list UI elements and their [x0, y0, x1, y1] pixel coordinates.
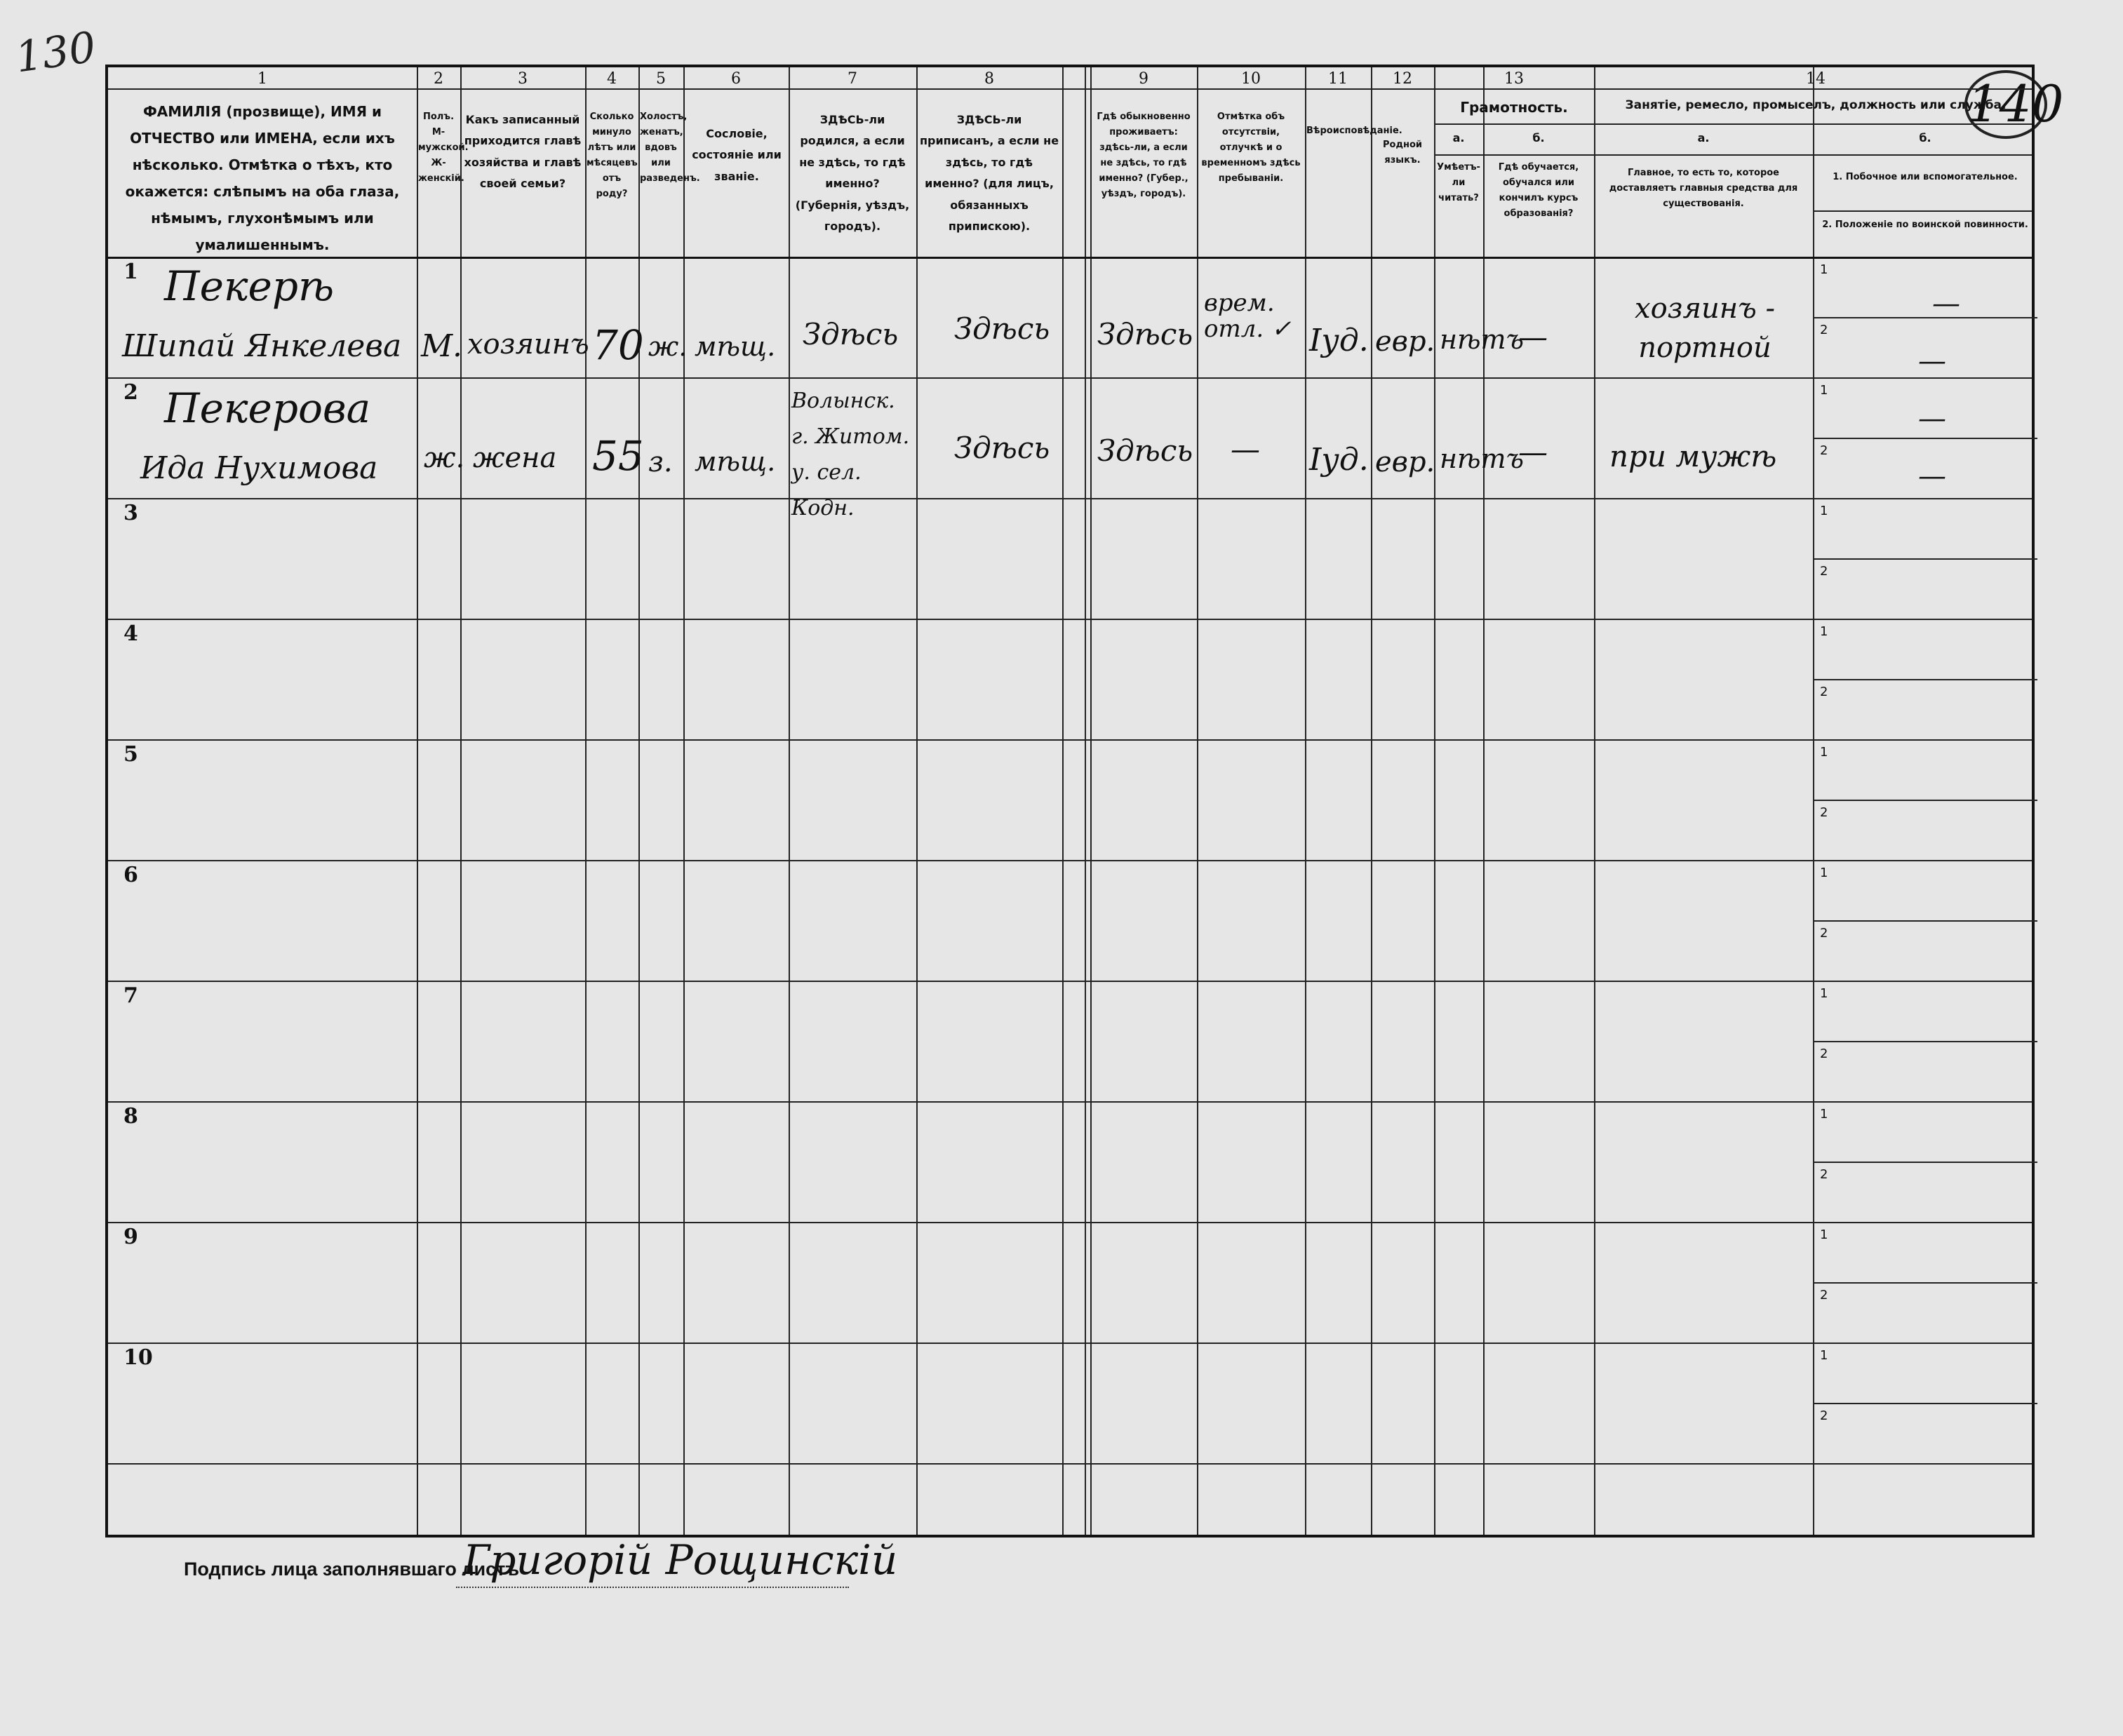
sub-number: 2	[1820, 1408, 1828, 1423]
header-col8: ЗДѢСЬ-ли приписанъ, а если не здѣсь, то гдѣ именно? (для лицъ, обязанныхъ припискою).	[919, 113, 1059, 233]
entry-language: евр.	[1375, 325, 1435, 358]
entry-residence: Здѣсь	[1097, 433, 1193, 468]
column-number: 13	[1504, 70, 1524, 88]
header-col13b: Гдѣ обучается, обучался или кончилъ курсъ образованія?	[1498, 162, 1579, 220]
column-number: 3	[518, 70, 528, 88]
sub-number: 2	[1820, 805, 1828, 820]
entry-registration: Здѣсь	[954, 311, 1050, 346]
header-col10: Отмѣтка объ отсутствіи, отлучкѣ и о временномъ здѣсь пребываніи.	[1201, 112, 1301, 184]
half-rule	[1813, 1282, 2037, 1284]
sub-number: 2	[1820, 1288, 1828, 1303]
sub-number: 2	[1820, 926, 1828, 941]
sub-number: 1	[1820, 1107, 1828, 1122]
column-divider	[789, 67, 790, 1535]
header-col3: Какъ записанный приходится главѣ хозяйства и главѣ своей семьи?	[464, 113, 582, 191]
half-rule	[1813, 438, 2037, 439]
column-divider	[1062, 67, 1064, 1535]
header-col12: Родной языкъ.	[1383, 140, 1422, 166]
row-number: 5	[123, 742, 138, 767]
sub-number: 1	[1820, 504, 1828, 518]
entry-literacy: нѣтъ	[1440, 324, 1524, 355]
column-number: 4	[607, 70, 617, 88]
entry-surname: Пекерова	[164, 384, 371, 432]
column-divider	[916, 67, 918, 1535]
header-col14b-label: б.	[1919, 131, 1931, 144]
entry-age: 55	[592, 432, 644, 480]
row-rule	[108, 1101, 2032, 1103]
column-number: 8	[984, 70, 994, 88]
row-rule	[108, 377, 2032, 379]
header-col9: Гдѣ обыкновенно проживаетъ: здѣсь-ли, а если не здѣсь, то гдѣ именно? (Губер., уѣздъ, городъ).	[1097, 112, 1191, 200]
row-rule	[108, 739, 2032, 741]
entry-birthplace: Здѣсь	[803, 317, 899, 351]
row-number: 2	[123, 380, 138, 405]
signature-name: Григорій Рощинскій	[463, 1536, 898, 1584]
entry-estate: мѣщ.	[695, 331, 776, 362]
header-col13a-label: а.	[1452, 131, 1465, 144]
entry-military: —	[1918, 460, 1946, 492]
header-col11: Вѣроисповѣданіе.	[1306, 126, 1402, 136]
row-number: 4	[123, 621, 138, 646]
column-number: 10	[1241, 70, 1261, 88]
entry-occupation-main: хозяинъ - портной	[1635, 292, 1775, 364]
column-divider	[1594, 67, 1595, 1535]
column-divider	[1813, 67, 1814, 1535]
entry-absence: врем. отл. ✓	[1204, 289, 1292, 344]
half-rule	[1813, 1041, 2037, 1042]
column-divider	[1483, 67, 1485, 1535]
sub-number: 2	[1820, 1167, 1828, 1182]
header-col14b-1: 1. Побочное или вспомогательное.	[1833, 172, 2018, 182]
header-col1: ФАМИЛІЯ (прозвище), ИМЯ и ОТЧЕСТВО или ИМЕНА, если ихъ нѣсколько. Отмѣтка о тѣхъ, кто окажется: слѣпымъ на оба глаза, нѣмымъ, глухонѣмымъ или умалишеннымъ.	[125, 103, 400, 253]
header-col14: Занятіе, ремесло, промыселъ, должность или служба.	[1625, 98, 2007, 112]
entry-given-name: Ида Нухимова	[140, 450, 378, 486]
row-number: 6	[123, 863, 138, 887]
column-divider	[683, 67, 685, 1535]
entry-relation: жена	[473, 442, 557, 474]
column-number: 14	[1806, 70, 1826, 88]
entry-birthplace: Волынск. г. Житом. у. сел. Кодн.	[791, 389, 910, 520]
entry-language: евр.	[1375, 446, 1435, 478]
column-number: 12	[1393, 70, 1412, 88]
column-divider	[1197, 67, 1198, 1535]
column-divider	[460, 67, 462, 1535]
column-divider	[638, 67, 640, 1535]
header-col7: ЗДѢСЬ-ли родился, а если не здѣсь, то гдѣ именно? (Губернія, уѣздъ, городъ).	[795, 113, 910, 233]
entry-marital: з.	[648, 446, 673, 478]
sub-number: 1	[1820, 1227, 1828, 1242]
page-number: 140	[1964, 70, 2047, 139]
header-col13b-label: б.	[1532, 131, 1545, 144]
page-fold	[1085, 67, 1086, 1535]
sub-number: 2	[1820, 323, 1828, 337]
half-rule	[1813, 1162, 2037, 1163]
row-number: 3	[123, 501, 138, 525]
entry-literacy: нѣтъ	[1440, 443, 1524, 474]
header-col2: Полъ. М-мужской. Ж-женскій.	[418, 112, 469, 184]
half-rule	[1813, 317, 2037, 318]
row-rule	[108, 498, 2032, 499]
sub-number: 2	[1820, 1047, 1828, 1061]
sub-number: 1	[1820, 383, 1828, 398]
sub-number: 1	[1820, 624, 1828, 639]
entry-marital: ж.	[648, 331, 688, 362]
header-rule	[1434, 123, 2032, 125]
half-rule	[1813, 679, 2037, 680]
column-divider	[1371, 67, 1372, 1535]
row-number: 1	[123, 260, 138, 284]
sub-number: 1	[1820, 745, 1828, 760]
sub-number: 1	[1820, 262, 1828, 277]
column-divider	[585, 67, 587, 1535]
sub-number: 2	[1820, 685, 1828, 699]
row-rule	[108, 860, 2032, 861]
column-divider	[1434, 67, 1435, 1535]
column-number: 1	[257, 70, 267, 88]
column-number: 5	[656, 70, 666, 88]
header-bottom-rule	[108, 257, 2032, 259]
half-rule	[1813, 800, 2037, 801]
entry-estate: мѣщ.	[695, 446, 776, 477]
header-col14b-2: 2. Положеніе по воинской повинности.	[1822, 220, 2028, 230]
header-rule	[108, 88, 2032, 90]
entry-education: —	[1518, 320, 1548, 354]
header-col14a-label: а.	[1697, 131, 1710, 144]
row-number: 7	[123, 983, 138, 1008]
header-col13: Грамотность.	[1460, 99, 1568, 116]
sub-number: 1	[1820, 986, 1828, 1001]
header-rule	[1813, 210, 2032, 212]
entry-sex: ж.	[424, 442, 465, 474]
sub-number: 2	[1820, 443, 1828, 458]
header-col13a: Умѣетъ-ли читать?	[1437, 162, 1480, 204]
half-rule	[1813, 920, 2037, 922]
entry-given-name: Шипай Янкелева	[122, 328, 402, 364]
entry-sex: М.	[421, 328, 463, 364]
signature-line	[456, 1587, 849, 1588]
entry-occupation-side: —	[1932, 288, 1960, 320]
entry-religion: Іуд.	[1309, 442, 1369, 478]
row-rule	[108, 981, 2032, 982]
header-rule	[1434, 154, 2032, 156]
entry-residence: Здѣсь	[1097, 317, 1193, 351]
half-rule	[1813, 558, 2037, 560]
row-rule	[108, 1343, 2032, 1344]
column-number: 9	[1139, 70, 1148, 88]
row-number: 9	[123, 1225, 138, 1249]
row-number: 10	[123, 1345, 153, 1370]
page-fold	[1090, 67, 1092, 1535]
archive-folio-note: 130	[12, 22, 99, 83]
entry-absence: —	[1231, 432, 1260, 466]
column-number: 2	[434, 70, 443, 88]
half-rule	[1813, 1403, 2037, 1404]
entry-military: —	[1918, 345, 1946, 377]
row-rule	[108, 619, 2032, 620]
column-divider	[417, 67, 418, 1535]
entry-occupation-side: —	[1918, 403, 1946, 435]
column-divider	[1305, 67, 1306, 1535]
entry-education: —	[1518, 435, 1548, 469]
column-number: 6	[731, 70, 741, 88]
entry-surname: Пекерѣ	[164, 262, 335, 310]
header-col14a: Главное, то есть то, которое доставляетъ главныя средства для существованія.	[1609, 168, 1798, 210]
entry-relation: хозяинъ	[467, 328, 589, 361]
signature-label: Подпись лица заполнявшаго листъ	[184, 1559, 519, 1580]
header-col4: Сколько минуло лѣтъ или мѣсяцевъ отъ роду?	[587, 112, 638, 200]
sub-number: 1	[1820, 866, 1828, 880]
column-number: 7	[848, 70, 857, 88]
entry-registration: Здѣсь	[954, 431, 1050, 465]
column-number: 11	[1328, 70, 1348, 88]
entry-age: 70	[592, 321, 644, 369]
row-rule	[108, 1463, 2032, 1465]
header-col5: Холостъ, женатъ, вдовъ или разведенъ.	[640, 112, 700, 184]
row-number: 8	[123, 1104, 138, 1129]
entry-occupation-main: при мужѣ	[1609, 439, 1777, 473]
entry-religion: Іуд.	[1309, 323, 1369, 358]
header-col6: Сословіе, состояніе или званіе.	[692, 127, 782, 183]
sub-number: 2	[1820, 564, 1828, 579]
row-rule	[108, 1222, 2032, 1223]
census-table	[105, 65, 2035, 1537]
sub-number: 1	[1820, 1348, 1828, 1363]
